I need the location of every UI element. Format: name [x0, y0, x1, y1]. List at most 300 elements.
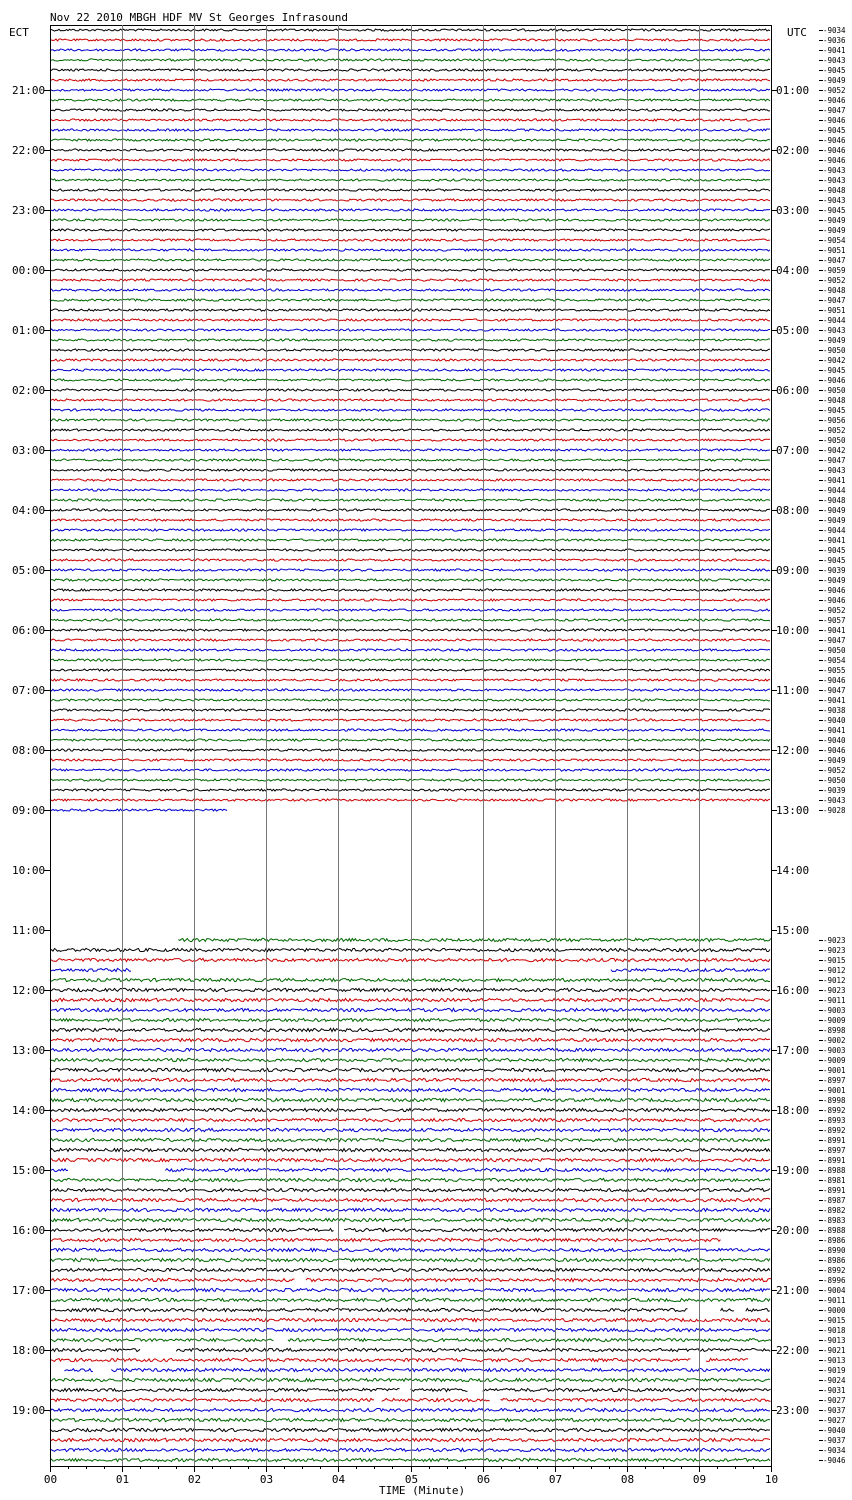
trace-row-125-seg-0	[50, 1278, 295, 1281]
trace-row-14-seg-0	[50, 169, 770, 171]
trace-row-58-seg-0	[50, 609, 770, 611]
offset-label-b-30: -8986	[823, 1236, 846, 1245]
trace-row-8-seg-0	[50, 109, 770, 111]
trace-row-33-seg-0	[50, 359, 770, 361]
trace-row-36-seg-0	[50, 389, 770, 391]
trace-row-4-seg-0	[50, 69, 770, 71]
left-hour-label-11: 08:00	[12, 744, 46, 757]
trace-row-113-seg-0	[50, 1158, 770, 1161]
trace-row-124-seg-0	[50, 1268, 770, 1271]
right-hour-label-18: 19:00	[776, 1164, 810, 1177]
offset-label-a-53: -9045	[823, 556, 846, 565]
offset-label-a-2: -9041	[823, 46, 846, 55]
offset-label-b-35: -9004	[823, 1286, 846, 1295]
trace-row-53-seg-0	[50, 559, 770, 561]
left-hour-label-16: 13:00	[12, 1044, 46, 1057]
trace-row-114-seg-1	[165, 1168, 770, 1171]
offset-label-a-57: -9046	[823, 596, 846, 605]
trace-row-38-seg-0	[50, 409, 770, 411]
trace-row-72-seg-0	[50, 749, 770, 751]
x-tick-label-03: 03	[259, 1473, 274, 1486]
offset-label-b-14: -8997	[823, 1076, 846, 1085]
trace-row-94-seg-1	[611, 969, 770, 972]
trace-row-78-seg-0	[50, 809, 227, 811]
left-hour-label-3: 00:00	[12, 264, 46, 277]
offset-label-a-62: -9050	[823, 646, 846, 655]
right-hour-label-19: 20:00	[776, 1224, 810, 1237]
trace-row-120-seg-1	[344, 1228, 770, 1231]
right-hour-label-0: 01:00	[776, 84, 810, 97]
trace-row-18-seg-0	[50, 209, 770, 211]
trace-row-101-seg-0	[50, 1038, 770, 1041]
right-hour-label-9: 10:00	[776, 624, 810, 637]
trace-row-47-seg-0	[50, 499, 770, 501]
trace-row-140-seg-0	[50, 1428, 770, 1431]
offset-label-b-37: -9000	[823, 1306, 846, 1315]
trace-row-136-seg-2	[483, 1388, 771, 1391]
x-tick-label-04: 04	[331, 1473, 346, 1486]
left-hour-label-6: 03:00	[12, 444, 46, 457]
offset-label-b-9: -8998	[823, 1026, 846, 1035]
offset-label-a-28: -9051	[823, 306, 846, 315]
x-tick-label-09: 09	[692, 1473, 707, 1486]
trace-row-24-seg-0	[50, 269, 770, 271]
left-hour-label-2: 23:00	[12, 204, 46, 217]
offset-label-b-45: -9031	[823, 1386, 846, 1395]
offset-label-b-51: -9034	[823, 1446, 846, 1455]
left-hour-label-0: 21:00	[12, 84, 46, 97]
trace-row-70-seg-0	[50, 729, 770, 731]
offset-label-a-74: -9052	[823, 766, 846, 775]
offset-label-b-6: -9011	[823, 996, 846, 1005]
trace-row-45-seg-0	[50, 479, 770, 481]
offset-label-a-18: -9045	[823, 206, 846, 215]
trace-row-67-seg-0	[50, 699, 770, 701]
left-hour-label-12: 09:00	[12, 804, 46, 817]
trace-row-69-seg-0	[50, 719, 770, 721]
offset-label-a-27: -9047	[823, 296, 846, 305]
trace-row-98-seg-0	[50, 1008, 770, 1011]
trace-row-108-seg-0	[50, 1108, 770, 1111]
trace-row-52-seg-0	[50, 549, 770, 551]
offset-label-a-43: -9047	[823, 456, 846, 465]
offset-label-a-55: -9049	[823, 576, 846, 585]
left-hour-label-21: 18:00	[12, 1344, 46, 1357]
trace-row-62-seg-0	[50, 649, 770, 651]
offset-label-a-70: -9041	[823, 726, 846, 735]
left-timezone-label: ECT	[9, 26, 29, 39]
trace-row-100-seg-0	[50, 1028, 770, 1031]
offset-label-b-16: -8998	[823, 1096, 846, 1105]
trace-row-2-seg-0	[50, 49, 770, 51]
offset-label-a-4: -9045	[823, 66, 846, 75]
trace-row-136-seg-0	[50, 1388, 400, 1391]
offset-label-a-69: -9040	[823, 716, 846, 725]
trace-row-139-seg-0	[50, 1418, 770, 1421]
offset-label-b-41: -9021	[823, 1346, 846, 1355]
right-hour-label-15: 16:00	[776, 984, 810, 997]
trace-row-137-seg-1	[382, 1399, 490, 1402]
trace-row-1-seg-0	[50, 39, 770, 41]
offset-label-a-32: -9050	[823, 346, 846, 355]
trace-row-7-seg-0	[50, 99, 770, 101]
right-timezone-label: UTC	[787, 26, 807, 39]
x-axis-label: TIME (Minute)	[379, 1484, 466, 1497]
trace-row-29-seg-0	[50, 319, 770, 321]
left-hour-label-8: 05:00	[12, 564, 46, 577]
offset-label-b-17: -8992	[823, 1106, 846, 1115]
offset-label-b-7: -9003	[823, 1006, 846, 1015]
trace-row-137-seg-2	[501, 1398, 771, 1401]
right-hour-label-7: 08:00	[776, 504, 810, 517]
offset-label-a-76: -9039	[823, 786, 846, 795]
left-hour-label-18: 15:00	[12, 1164, 46, 1177]
x-tick-label-06: 06	[476, 1473, 491, 1486]
offset-label-b-24: -8981	[823, 1176, 846, 1185]
trace-row-60-seg-0	[50, 629, 770, 631]
trace-row-132-seg-0	[50, 1349, 140, 1352]
trace-row-133-seg-0	[50, 1358, 691, 1361]
offset-label-a-21: -9054	[823, 236, 846, 245]
trace-row-127-seg-0	[50, 1298, 770, 1301]
trace-row-75-seg-0	[50, 779, 770, 781]
offset-label-a-58: -9052	[823, 606, 846, 615]
chart-title: Nov 22 2010 MBGH HDF MV St Georges Infrasound	[50, 11, 349, 24]
offset-label-a-17: -9043	[823, 196, 846, 205]
offset-label-a-67: -9041	[823, 696, 846, 705]
offset-label-a-72: -9046	[823, 746, 846, 755]
offset-label-a-73: -9049	[823, 756, 846, 765]
offset-label-a-7: -9046	[823, 96, 846, 105]
offset-label-a-61: -9047	[823, 636, 846, 645]
trace-row-55-seg-0	[50, 579, 770, 581]
trace-row-66-seg-0	[50, 689, 770, 691]
trace-row-123-seg-0	[50, 1258, 770, 1261]
offset-label-b-27: -8982	[823, 1206, 846, 1215]
trace-row-131-seg-1	[288, 1338, 771, 1341]
left-hour-label-13: 10:00	[12, 864, 46, 877]
trace-row-65-seg-0	[50, 679, 770, 681]
left-hour-label-17: 14:00	[12, 1104, 46, 1117]
trace-group	[50, 29, 771, 1462]
offset-label-b-22: -8991	[823, 1156, 846, 1165]
offset-label-a-41: -9050	[823, 436, 846, 445]
offset-label-a-16: -9048	[823, 186, 846, 195]
left-hour-label-15: 12:00	[12, 984, 46, 997]
offset-label-a-24: -9059	[823, 266, 846, 275]
offset-label-a-45: -9041	[823, 476, 846, 485]
offset-label-b-50: -9037	[823, 1436, 846, 1445]
trace-row-131-seg-0	[50, 1339, 274, 1342]
offset-label-b-21: -8997	[823, 1146, 846, 1155]
trace-row-138-seg-0	[50, 1408, 770, 1411]
trace-row-74-seg-0	[50, 769, 770, 771]
trace-row-104-seg-0	[50, 1068, 770, 1071]
offset-label-a-29: -9044	[823, 316, 846, 325]
right-hour-labels	[771, 84, 809, 1417]
trace-row-44-seg-0	[50, 469, 770, 471]
trace-row-112-seg-0	[50, 1148, 770, 1151]
trace-row-37-seg-0	[50, 399, 770, 401]
offset-label-a-54: -9039	[823, 566, 846, 575]
right-hour-label-2: 03:00	[776, 204, 810, 217]
offset-label-a-52: -9045	[823, 546, 846, 555]
trace-row-26-seg-0	[50, 289, 770, 291]
offset-label-b-29: -8988	[823, 1226, 846, 1235]
trace-row-110-seg-0	[50, 1128, 770, 1131]
offset-label-b-4: -9012	[823, 976, 846, 985]
trace-row-41-seg-0	[50, 439, 770, 441]
offset-label-a-13: -9046	[823, 156, 846, 165]
left-hour-labels	[12, 84, 50, 1417]
trace-row-35-seg-0	[50, 379, 770, 381]
trace-row-129-seg-0	[50, 1318, 770, 1321]
trace-row-13-seg-0	[50, 159, 770, 161]
offset-label-a-11: -9046	[823, 136, 846, 145]
offset-label-b-48: -9027	[823, 1416, 846, 1425]
offset-label-b-0: -9023	[823, 936, 846, 945]
trace-row-0-seg-0	[50, 29, 770, 31]
trace-row-11-seg-0	[50, 139, 770, 141]
trace-row-93-seg-0	[50, 958, 770, 961]
right-hour-label-5: 06:00	[776, 384, 810, 397]
offset-label-b-33: -8992	[823, 1266, 846, 1275]
trace-row-142-seg-0	[50, 1448, 770, 1451]
offset-label-a-3: -9043	[823, 56, 846, 65]
trace-row-116-seg-0	[50, 1188, 770, 1191]
right-hour-label-6: 07:00	[776, 444, 810, 457]
offset-label-b-23: -8988	[823, 1166, 846, 1175]
trace-row-126-seg-0	[50, 1288, 770, 1291]
offset-label-b-28: -8983	[823, 1216, 846, 1225]
offset-label-b-15: -9001	[823, 1086, 846, 1095]
offset-label-a-19: -9049	[823, 216, 846, 225]
trace-row-137-seg-0	[50, 1398, 374, 1401]
offset-label-a-12: -9046	[823, 146, 846, 155]
trace-row-99-seg-0	[50, 1018, 770, 1021]
offset-label-b-42: -9013	[823, 1356, 846, 1365]
trace-row-21-seg-0	[50, 239, 770, 241]
offset-label-a-25: -9052	[823, 276, 846, 285]
offset-label-a-35: -9046	[823, 376, 846, 385]
offset-label-b-39: -9018	[823, 1326, 846, 1335]
offset-label-a-49: -9049	[823, 516, 846, 525]
offset-label-a-22: -9051	[823, 246, 846, 255]
offset-label-a-10: -9045	[823, 126, 846, 135]
offset-label-a-68: -9038	[823, 706, 846, 715]
trace-row-68-seg-0	[50, 709, 770, 711]
trace-offset-labels	[819, 26, 846, 1465]
offset-label-a-37: -9048	[823, 396, 846, 405]
trace-row-57-seg-0	[50, 599, 770, 601]
offset-label-a-44: -9043	[823, 466, 846, 475]
trace-row-128-seg-0	[50, 1308, 688, 1311]
offset-label-a-46: -9044	[823, 486, 846, 495]
trace-row-103-seg-0	[50, 1058, 770, 1061]
offset-label-a-48: -9049	[823, 506, 846, 515]
trace-row-97-seg-0	[50, 998, 770, 1001]
offset-label-a-31: -9049	[823, 336, 846, 345]
right-hour-label-21: 22:00	[776, 1344, 810, 1357]
offset-label-a-51: -9041	[823, 536, 846, 545]
offset-label-b-38: -9015	[823, 1316, 846, 1325]
offset-label-a-20: -9049	[823, 226, 846, 235]
x-axis	[44, 1466, 778, 1486]
right-hour-label-4: 05:00	[776, 324, 810, 337]
right-hour-label-11: 12:00	[776, 744, 810, 757]
trace-row-111-seg-0	[50, 1138, 770, 1141]
trace-row-133-seg-1	[706, 1358, 748, 1361]
trace-row-64-seg-0	[50, 669, 770, 671]
right-hour-label-22: 23:00	[776, 1404, 810, 1417]
trace-row-143-seg-0	[50, 1458, 770, 1461]
trace-row-28-seg-0	[50, 309, 770, 311]
trace-row-125-seg-1	[306, 1278, 771, 1281]
trace-row-39-seg-0	[50, 419, 770, 421]
offset-label-a-36: -9050	[823, 386, 846, 395]
trace-row-19-seg-0	[50, 219, 770, 221]
offset-label-b-18: -8993	[823, 1116, 846, 1125]
offset-label-a-5: -9049	[823, 76, 846, 85]
offset-label-a-60: -9041	[823, 626, 846, 635]
trace-row-118-seg-0	[50, 1208, 770, 1211]
trace-row-77-seg-0	[50, 799, 770, 801]
trace-row-115-seg-0	[50, 1178, 770, 1181]
trace-row-50-seg-0	[50, 529, 770, 531]
trace-row-6-seg-0	[50, 89, 770, 91]
offset-label-b-31: -8990	[823, 1246, 846, 1255]
offset-label-b-36: -9011	[823, 1296, 846, 1305]
trace-row-119-seg-0	[50, 1218, 770, 1221]
trace-row-9-seg-0	[50, 119, 770, 121]
offset-label-a-8: -9047	[823, 106, 846, 115]
offset-label-b-5: -9023	[823, 986, 846, 995]
x-tick-label-02: 02	[187, 1473, 202, 1486]
trace-row-59-seg-0	[50, 619, 770, 621]
offset-label-b-11: -9003	[823, 1046, 846, 1055]
trace-row-132-seg-1	[176, 1348, 770, 1351]
left-hour-label-20: 17:00	[12, 1284, 46, 1297]
trace-row-128-seg-1	[721, 1309, 735, 1312]
trace-row-46-seg-0	[50, 489, 770, 491]
trace-row-48-seg-0	[50, 509, 770, 511]
offset-label-a-64: -9055	[823, 666, 846, 675]
right-hour-label-16: 17:00	[776, 1044, 810, 1057]
trace-row-15-seg-0	[50, 179, 770, 181]
trace-row-23-seg-0	[50, 259, 770, 261]
trace-row-31-seg-0	[50, 339, 770, 341]
trace-row-12-seg-0	[50, 149, 770, 151]
trace-row-43-seg-0	[50, 459, 770, 461]
trace-row-109-seg-0	[50, 1118, 770, 1121]
trace-row-134-seg-0	[64, 1369, 93, 1372]
trace-row-20-seg-0	[50, 229, 770, 231]
trace-row-135-seg-0	[50, 1378, 770, 1381]
trace-row-3-seg-0	[50, 59, 770, 61]
offset-label-a-38: -9045	[823, 406, 846, 415]
trace-row-54-seg-0	[50, 569, 770, 571]
right-hour-label-20: 21:00	[776, 1284, 810, 1297]
left-hour-label-5: 02:00	[12, 384, 46, 397]
offset-label-b-47: -9037	[823, 1406, 846, 1415]
offset-label-a-47: -9048	[823, 496, 846, 505]
offset-label-b-43: -9019	[823, 1366, 846, 1375]
offset-label-b-3: -9012	[823, 966, 846, 975]
offset-label-b-52: -9046	[823, 1456, 846, 1465]
left-hour-label-14: 11:00	[12, 924, 46, 937]
trace-row-117-seg-0	[50, 1198, 770, 1201]
trace-row-94-seg-0	[50, 968, 131, 971]
trace-row-73-seg-0	[50, 759, 770, 761]
offset-label-b-34: -8996	[823, 1276, 846, 1285]
offset-label-a-65: -9046	[823, 676, 846, 685]
offset-label-a-15: -9043	[823, 176, 846, 185]
trace-row-102-seg-0	[50, 1048, 770, 1051]
trace-row-96-seg-0	[50, 988, 770, 991]
offset-label-b-25: -8991	[823, 1186, 846, 1195]
offset-label-a-1: -9036	[823, 36, 846, 45]
offset-label-a-63: -9054	[823, 656, 846, 665]
trace-row-16-seg-0	[50, 189, 770, 191]
offset-label-a-71: -9040	[823, 736, 846, 745]
trace-row-63-seg-0	[50, 659, 770, 661]
offset-label-a-59: -9057	[823, 616, 846, 625]
offset-label-b-19: -8992	[823, 1126, 846, 1135]
right-hour-label-17: 18:00	[776, 1104, 810, 1117]
trace-row-130-seg-0	[50, 1328, 770, 1331]
offset-label-a-66: -9047	[823, 686, 846, 695]
offset-label-a-42: -9042	[823, 446, 846, 455]
x-tick-label-07: 07	[548, 1473, 563, 1486]
offset-label-a-30: -9043	[823, 326, 846, 335]
offset-label-a-6: -9052	[823, 86, 846, 95]
left-hour-label-22: 19:00	[12, 1404, 46, 1417]
trace-row-51-seg-0	[50, 539, 770, 541]
offset-label-a-40: -9052	[823, 426, 846, 435]
offset-label-b-20: -8991	[823, 1136, 846, 1145]
trace-row-56-seg-0	[50, 589, 770, 591]
offset-label-a-56: -9046	[823, 586, 846, 595]
left-hour-label-7: 04:00	[12, 504, 46, 517]
trace-row-22-seg-0	[50, 249, 770, 251]
offset-label-b-8: -9009	[823, 1016, 846, 1025]
trace-row-17-seg-0	[50, 199, 770, 201]
offset-label-b-2: -9015	[823, 956, 846, 965]
trace-row-114-seg-0	[50, 1169, 68, 1172]
right-hour-label-13: 14:00	[776, 864, 810, 877]
trace-row-32-seg-0	[50, 349, 770, 351]
trace-row-95-seg-0	[50, 978, 770, 981]
left-hour-label-10: 07:00	[12, 684, 46, 697]
trace-row-10-seg-0	[50, 129, 770, 131]
offset-label-b-40: -9013	[823, 1336, 846, 1345]
trace-row-42-seg-0	[50, 449, 770, 451]
trace-row-5-seg-0	[50, 79, 770, 81]
right-hour-label-12: 13:00	[776, 804, 810, 817]
trace-row-120-seg-0	[50, 1228, 334, 1231]
offset-label-a-14: -9043	[823, 166, 846, 175]
left-hour-label-4: 01:00	[12, 324, 46, 337]
trace-row-134-seg-1	[111, 1368, 770, 1371]
trace-row-122-seg-0	[50, 1248, 770, 1251]
offset-label-b-44: -9024	[823, 1376, 846, 1385]
offset-label-a-50: -9044	[823, 526, 846, 535]
offset-label-a-0: -9034	[823, 26, 846, 35]
trace-row-91-seg-0	[178, 938, 771, 941]
offset-label-a-34: -9045	[823, 366, 846, 375]
offset-label-a-75: -9050	[823, 776, 846, 785]
trace-row-76-seg-0	[50, 789, 770, 791]
